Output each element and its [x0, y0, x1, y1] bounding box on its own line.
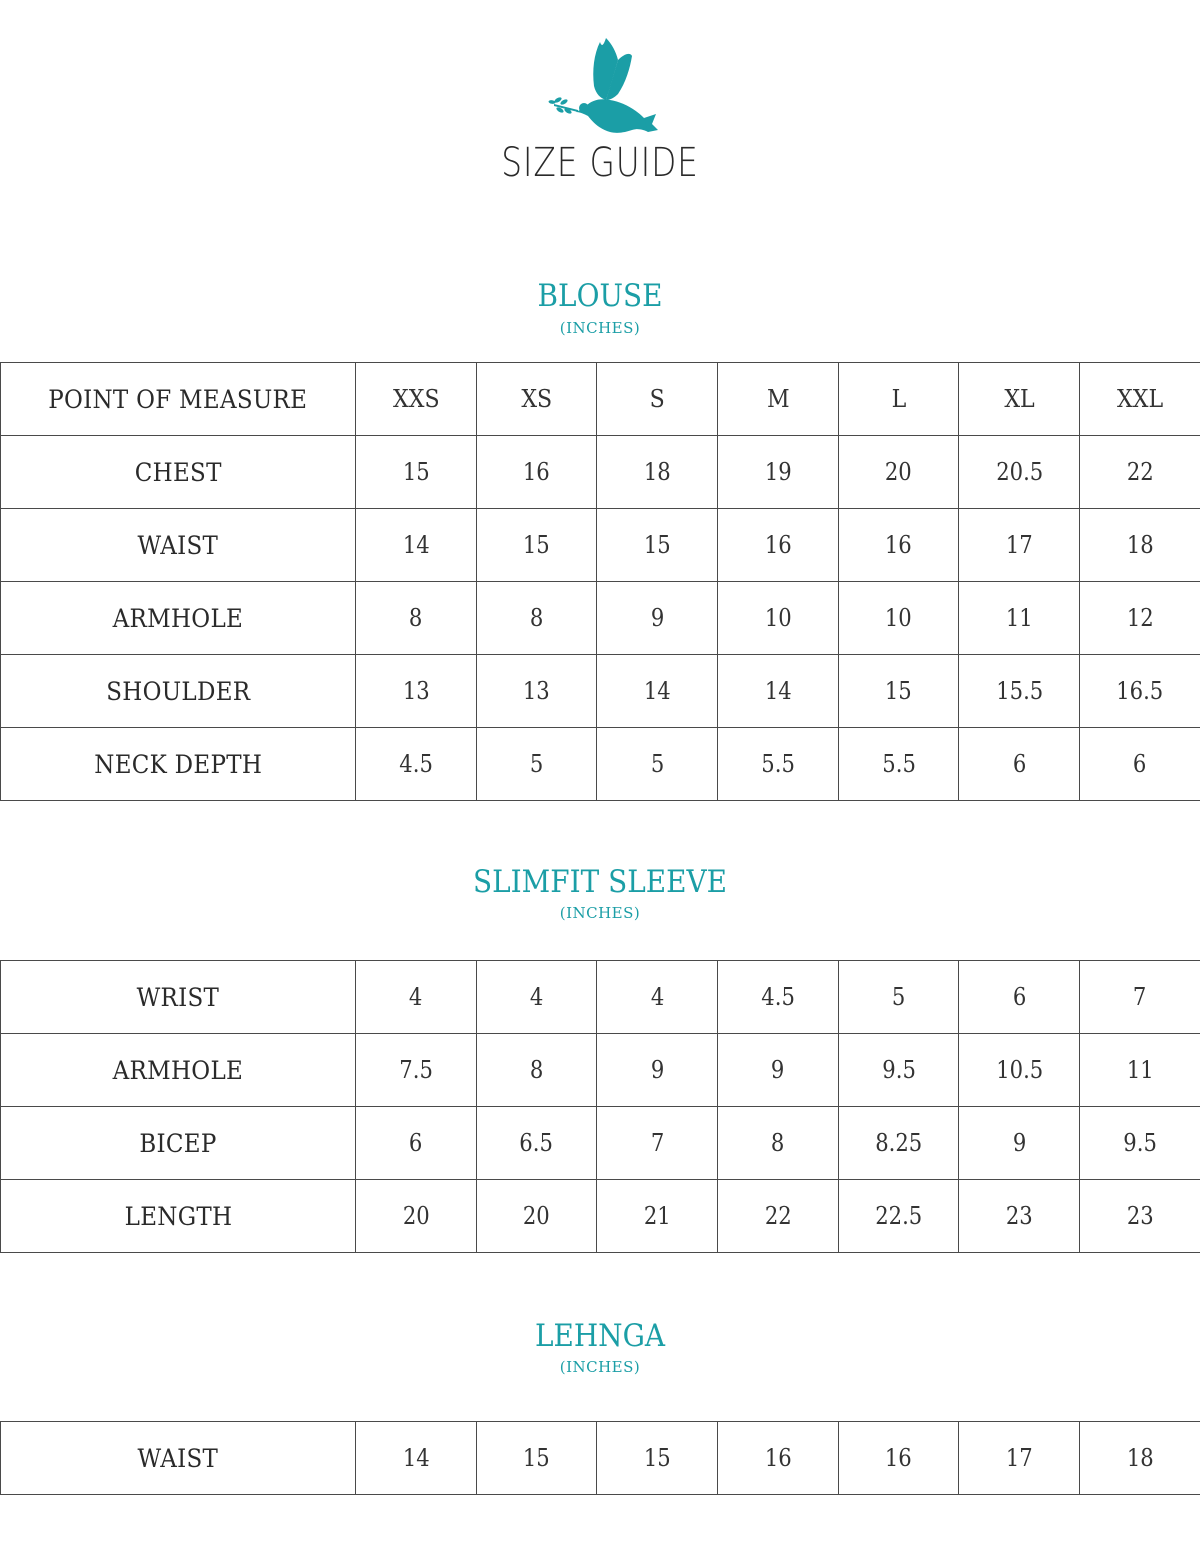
measurement-cell	[476, 1180, 597, 1253]
measurement-cell	[356, 655, 477, 728]
lehnga-table	[0, 1421, 1200, 1495]
measurement-cell-text: 9	[1012, 1129, 1027, 1157]
measurement-cell-text: 22.5	[875, 1202, 923, 1230]
measurement-cell	[959, 961, 1080, 1034]
measurement-cell-text: 5	[891, 983, 906, 1011]
row-label-text: SHOULDER	[105, 676, 251, 706]
measurement-cell	[356, 728, 477, 801]
measurement-cell-text: 10	[885, 604, 913, 632]
measurement-cell-text: 20	[523, 1202, 550, 1230]
measurement-cell	[838, 1422, 959, 1495]
measurement-cell	[718, 655, 839, 728]
measurement-cell-text: 18	[643, 458, 671, 486]
measurement-cell-text: 8	[771, 1129, 785, 1157]
measurement-cell-text: 4	[409, 983, 423, 1011]
measurement-cell	[718, 728, 839, 801]
measurement-cell-text: 9	[650, 604, 664, 632]
table-row	[1, 1422, 1200, 1495]
measurement-cell	[838, 1107, 959, 1180]
measurement-cell-text: 7	[650, 1129, 664, 1157]
measurement-cell	[838, 655, 959, 728]
measurement-cell	[356, 1034, 477, 1107]
blouse-unit: (INCHES)	[559, 319, 641, 337]
measurement-cell	[959, 582, 1080, 655]
measurement-cell-text: 20	[885, 458, 913, 486]
measurement-cell-text: 15	[523, 1444, 550, 1472]
measurement-cell	[959, 1422, 1080, 1495]
measurement-cell	[476, 582, 597, 655]
measurement-cell	[597, 1422, 718, 1495]
row-label	[1, 1107, 356, 1180]
row-label	[1, 961, 356, 1034]
measurement-cell	[1080, 1422, 1200, 1495]
measurement-cell	[597, 582, 718, 655]
measurement-cell	[476, 436, 597, 509]
measurement-cell	[959, 436, 1080, 509]
measurement-cell-text: 14	[402, 1444, 430, 1472]
measurement-cell-text: 20.5	[995, 458, 1043, 486]
measurement-cell-text: 16	[885, 1444, 913, 1472]
measurement-cell-text: 14	[643, 677, 671, 705]
measurement-cell	[718, 1422, 839, 1495]
measurement-cell	[838, 436, 959, 509]
measurement-cell	[597, 436, 718, 509]
header-row	[1, 363, 1200, 436]
column-header-size-text: M	[766, 385, 790, 413]
measurement-cell	[718, 1034, 839, 1107]
measurement-cell	[1080, 582, 1200, 655]
row-label-text: WRIST	[136, 982, 220, 1012]
table-row	[1, 1034, 1200, 1107]
measurement-cell-text: 5	[650, 750, 664, 778]
table-row	[1, 509, 1200, 582]
measurement-cell-text: 6	[1012, 750, 1027, 778]
measurement-cell	[597, 1180, 718, 1253]
measurement-cell	[1080, 436, 1200, 509]
measurement-cell-text: 5.5	[761, 750, 795, 778]
measurement-cell-text: 8.25	[875, 1129, 923, 1157]
measurement-cell	[356, 436, 477, 509]
measurement-cell	[476, 961, 597, 1034]
lehnga-title: LEHNGA	[534, 1318, 666, 1354]
measurement-cell-text: 17	[1005, 531, 1033, 559]
measurement-cell	[718, 582, 839, 655]
measurement-cell	[356, 1422, 477, 1495]
measurement-cell-text: 18	[1126, 531, 1154, 559]
measurement-cell	[838, 728, 959, 801]
measurement-cell	[356, 509, 477, 582]
blouse-table	[0, 362, 1200, 801]
column-header-size	[476, 363, 597, 436]
column-header-size	[356, 363, 477, 436]
measurement-cell	[1080, 961, 1200, 1034]
measurement-cell	[959, 1107, 1080, 1180]
measurement-cell	[718, 961, 839, 1034]
measurement-cell	[356, 1180, 477, 1253]
row-label-text: NECK DEPTH	[94, 749, 262, 779]
measurement-cell-text: 15	[402, 458, 430, 486]
measurement-cell	[1080, 728, 1200, 801]
column-header-size	[1080, 363, 1200, 436]
measurement-cell	[597, 961, 718, 1034]
column-header-size	[838, 363, 959, 436]
measurement-cell	[718, 1180, 839, 1253]
measurement-cell-text: 11	[1005, 604, 1033, 632]
measurement-cell-text: 16	[523, 458, 550, 486]
measurement-cell	[476, 509, 597, 582]
measurement-cell	[959, 655, 1080, 728]
measurement-cell-text: 16.5	[1116, 677, 1164, 705]
measurement-cell-text: 10.5	[995, 1056, 1043, 1084]
measurement-cell-text: 8	[529, 1056, 544, 1084]
row-label	[1, 1180, 356, 1253]
measurement-cell-text: 6	[1133, 750, 1147, 778]
row-label-text: CHEST	[134, 457, 222, 487]
measurement-cell-text: 16	[764, 1444, 792, 1472]
table-row	[1, 728, 1200, 801]
measurement-cell-text: 4	[650, 983, 664, 1011]
measurement-cell	[838, 961, 959, 1034]
measurement-cell-text: 8	[409, 604, 423, 632]
table-row	[1, 655, 1200, 728]
measurement-cell-text: 16	[764, 531, 792, 559]
row-label	[1, 509, 356, 582]
column-header-size	[597, 363, 718, 436]
measurement-cell	[476, 728, 597, 801]
measurement-cell-text: 13	[523, 677, 550, 705]
measurement-cell-text: 4.5	[399, 750, 433, 778]
measurement-cell	[476, 1107, 597, 1180]
column-header-size	[718, 363, 839, 436]
dove-with-olive-branch-icon	[540, 34, 660, 144]
row-label	[1, 1422, 356, 1495]
measurement-cell	[1080, 1107, 1200, 1180]
row-label-text: LENGTH	[124, 1201, 232, 1231]
measurement-cell	[356, 1107, 477, 1180]
measurement-cell-text: 12	[1126, 604, 1154, 632]
measurement-cell-text: 14	[764, 677, 792, 705]
column-header-size-text: XXS	[392, 385, 440, 413]
measurement-cell-text: 15	[643, 531, 671, 559]
column-header-size-text: XL	[1004, 385, 1035, 413]
measurement-cell-text: 18	[1126, 1444, 1154, 1472]
measurement-cell-text: 21	[643, 1202, 671, 1230]
row-label	[1, 655, 356, 728]
measurement-cell	[718, 1107, 839, 1180]
row-label-text: WAIST	[137, 1443, 219, 1473]
measurement-cell	[718, 509, 839, 582]
measurement-cell-text: 15	[643, 1444, 671, 1472]
row-label-text: BICEP	[139, 1128, 217, 1158]
table-row	[1, 1180, 1200, 1253]
measurement-cell	[838, 1180, 959, 1253]
measurement-cell-text: 10	[764, 604, 792, 632]
row-label	[1, 1034, 356, 1107]
sleeve-title: SLIMFIT SLEEVE	[473, 864, 727, 900]
lehnga-unit: (INCHES)	[559, 1358, 641, 1376]
measurement-cell	[959, 1180, 1080, 1253]
blouse-title: BLOUSE	[537, 278, 663, 314]
measurement-cell	[838, 582, 959, 655]
measurement-cell	[356, 961, 477, 1034]
measurement-cell	[1080, 655, 1200, 728]
measurement-cell	[959, 728, 1080, 801]
measurement-cell-text: 6.5	[519, 1129, 554, 1157]
page-title: SIZE GUIDE	[501, 140, 699, 186]
measurement-cell	[476, 1422, 597, 1495]
measurement-cell	[597, 655, 718, 728]
measurement-cell-text: 11	[1126, 1056, 1154, 1084]
column-header-point-of-measure-text: POINT OF MEASURE	[48, 384, 308, 414]
measurement-cell-text: 7	[1133, 983, 1147, 1011]
measurement-cell	[597, 728, 718, 801]
measurement-cell	[959, 509, 1080, 582]
measurement-cell-text: 23	[1126, 1202, 1154, 1230]
measurement-cell-text: 20	[402, 1202, 430, 1230]
measurement-cell-text: 22	[764, 1202, 792, 1230]
measurement-cell	[1080, 1034, 1200, 1107]
table-row	[1, 961, 1200, 1034]
measurement-cell	[959, 1034, 1080, 1107]
measurement-cell	[476, 1034, 597, 1107]
measurement-cell-text: 17	[1005, 1444, 1033, 1472]
measurement-cell-text: 15	[523, 531, 550, 559]
measurement-cell-text: 16	[885, 531, 913, 559]
row-label	[1, 728, 356, 801]
row-label	[1, 582, 356, 655]
measurement-cell-text: 5.5	[881, 750, 916, 778]
measurement-cell	[1080, 509, 1200, 582]
measurement-cell	[597, 1107, 718, 1180]
column-header-size-text: L	[891, 385, 906, 413]
measurement-cell-text: 19	[764, 458, 792, 486]
measurement-cell-text: 4	[529, 983, 544, 1011]
measurement-cell-text: 14	[402, 531, 430, 559]
measurement-cell-text: 8	[529, 604, 544, 632]
row-label-text: ARMHOLE	[112, 603, 244, 633]
column-header-size-text: XXL	[1116, 385, 1164, 413]
column-header-size-text: S	[649, 385, 665, 413]
measurement-cell-text: 5	[529, 750, 544, 778]
row-label-text: WAIST	[137, 530, 219, 560]
measurement-cell-text: 9	[771, 1056, 785, 1084]
measurement-cell	[356, 582, 477, 655]
row-label-text: ARMHOLE	[112, 1055, 244, 1085]
measurement-cell	[597, 509, 718, 582]
measurement-cell	[838, 1034, 959, 1107]
measurement-cell-text: 15	[885, 677, 913, 705]
measurement-cell	[597, 1034, 718, 1107]
measurement-cell-text: 6	[1012, 983, 1027, 1011]
measurement-cell-text: 9.5	[1123, 1129, 1157, 1157]
column-header-size	[959, 363, 1080, 436]
measurement-cell	[1080, 1180, 1200, 1253]
table-row	[1, 436, 1200, 509]
table-row	[1, 1107, 1200, 1180]
measurement-cell-text: 6	[409, 1129, 423, 1157]
measurement-cell-text: 13	[402, 677, 430, 705]
column-header-size-text: XS	[521, 385, 552, 413]
measurement-cell	[718, 436, 839, 509]
measurement-cell-text: 7.5	[399, 1056, 433, 1084]
measurement-cell-text: 23	[1005, 1202, 1033, 1230]
measurement-cell	[838, 509, 959, 582]
measurement-cell-text: 4.5	[761, 983, 795, 1011]
measurement-cell	[476, 655, 597, 728]
column-header-point-of-measure	[1, 363, 356, 436]
measurement-cell-text: 9	[650, 1056, 664, 1084]
sleeve-table	[0, 960, 1200, 1253]
sleeve-unit: (INCHES)	[559, 904, 641, 922]
measurement-cell-text: 9.5	[881, 1056, 916, 1084]
measurement-cell-text: 22	[1126, 458, 1154, 486]
measurement-cell-text: 15.5	[995, 677, 1043, 705]
row-label	[1, 436, 356, 509]
table-row	[1, 582, 1200, 655]
